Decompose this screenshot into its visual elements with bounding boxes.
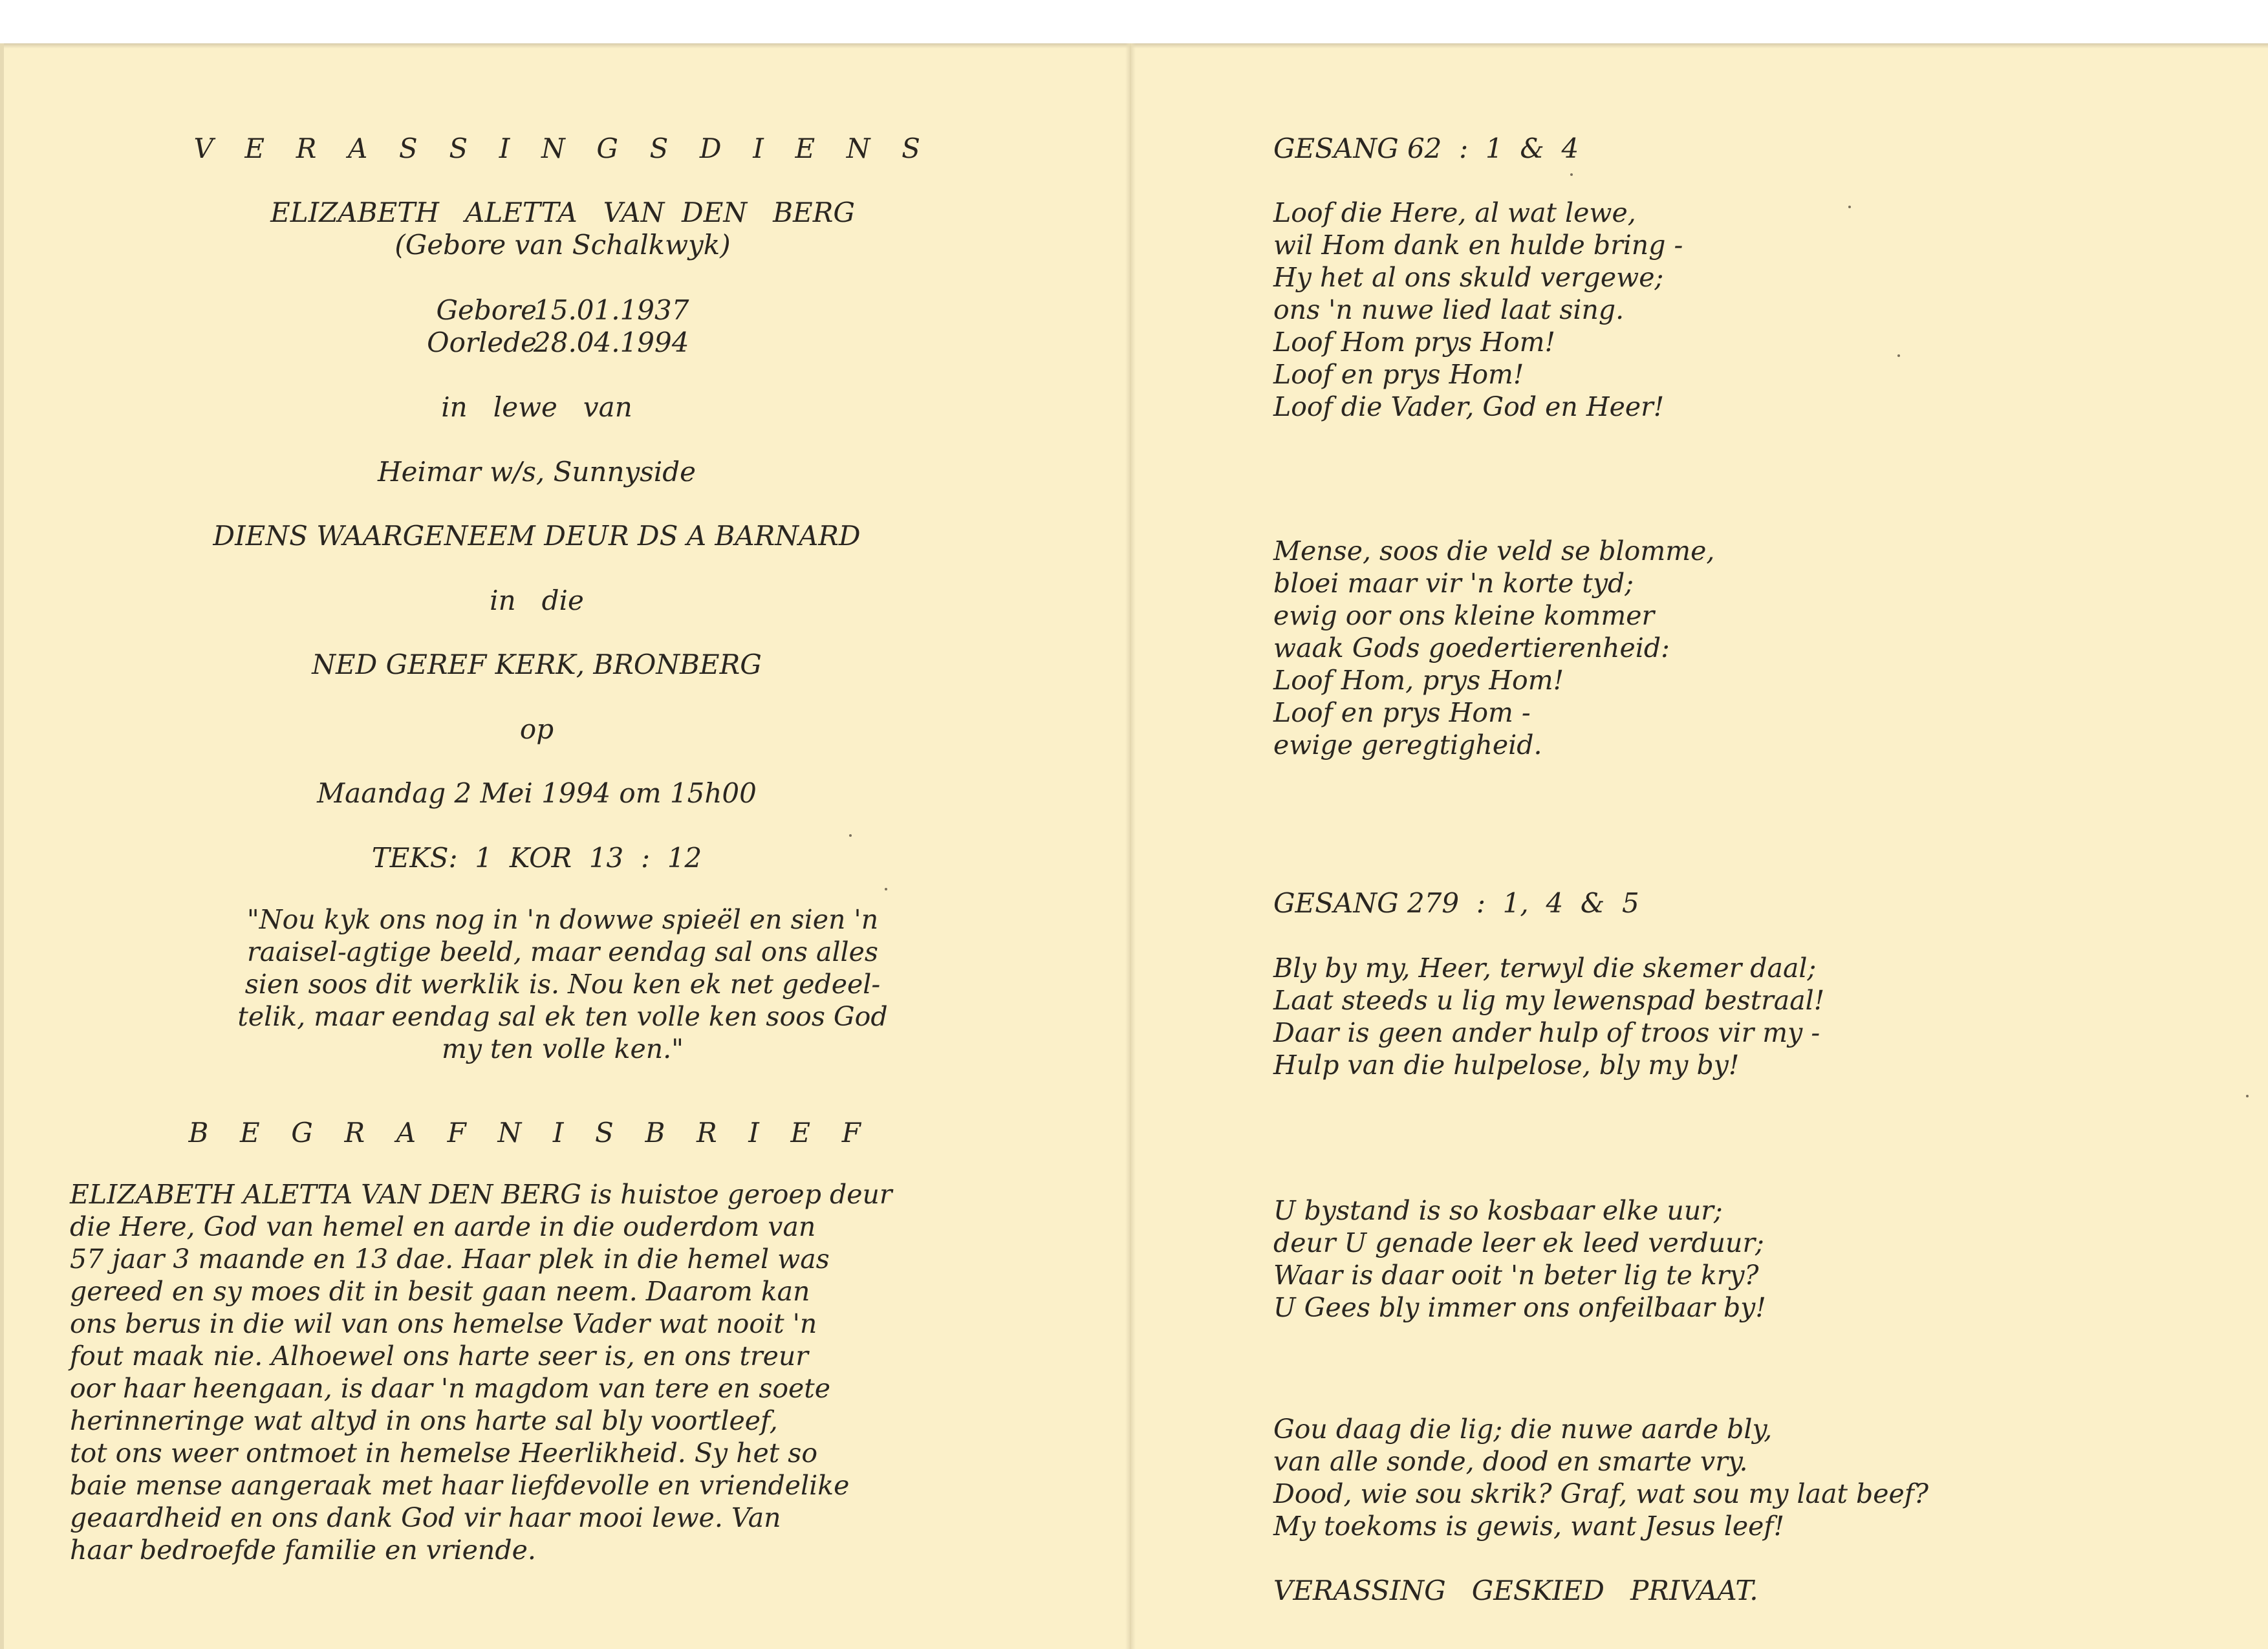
- verse-line: waak Gods goedertierenheid:: [1273, 632, 1670, 663]
- verse-line: ewig oor ons kleine kommer: [1273, 600, 1655, 631]
- born-date: 15.01.1937: [534, 294, 689, 326]
- paper-speck: [1570, 173, 1573, 176]
- center-fold: [1125, 43, 1136, 1649]
- verse-line: Gou daag die lig; die nuwe aarde bly,: [1273, 1414, 1773, 1445]
- service-conducted-by: DIENS WAARGENEEM DEUR DS A BARNARD: [213, 520, 861, 552]
- hymn-62-verse-1: [1273, 197, 2179, 423]
- verse-line: bloei maar vir 'n korte tyd;: [1273, 568, 1634, 599]
- letter-line: fout maak nie. Alhoewel ons harte seer is, en ons treur: [70, 1341, 808, 1372]
- hymn-279-verse-2: [1273, 1194, 2179, 1324]
- right-panel: [1136, 43, 2268, 1649]
- letter-line: haar bedroefde familie en vriende.: [70, 1535, 536, 1566]
- verse-line: Loof Hom, prys Hom!: [1273, 665, 1564, 696]
- service-heading: V E R A S S I N G S D I E N S: [193, 133, 932, 164]
- verse-line: Bly by my, Heer, terwyl die skemer daal;: [1273, 953, 1817, 984]
- died-label: Oorlede: [427, 327, 537, 358]
- paper-speck: [2246, 1095, 2249, 1097]
- residence: Heimar w/s, Sunnyside: [378, 456, 696, 488]
- church-name: NED GEREF KERK, BRONBERG: [312, 649, 762, 680]
- quote-line: telik, maar eendag sal ek ten volle ken soos God: [237, 1001, 888, 1032]
- verse-line: ons 'n nuwe lied laat sing.: [1273, 294, 1625, 325]
- verse-line: U bystand is so kosbaar elke uur;: [1273, 1195, 1723, 1226]
- verse-line: Mense, soos die veld se blomme,: [1273, 535, 1715, 566]
- verse-line: Laat steeds u lig my lewenspad bestraal!: [1273, 985, 1825, 1016]
- verse-line: Hy het al ons skuld vergewe;: [1273, 262, 1664, 293]
- paper-speck: [1897, 354, 1900, 357]
- verse-line: Loof die Here, al wat lewe,: [1273, 197, 1636, 228]
- paper-speck: [1848, 206, 1851, 208]
- left-panel: [0, 43, 1125, 1649]
- hymn-279-title: GESANG 279 : 1, 4 & 5: [1273, 887, 1639, 919]
- in-the: in die: [490, 585, 584, 616]
- letter-line: geaardheid en ons dank God vir haar mooi lewe. Van: [70, 1502, 781, 1533]
- verse-line: Daar is geen ander hulp of troos vir my -: [1273, 1017, 1820, 1048]
- deceased-name: ELIZABETH ALETTA VAN DEN BERG: [270, 197, 855, 228]
- letter-line: gereed en sy moes dit in besit gaan neem. Daarom kan: [70, 1276, 810, 1307]
- letter-line: 57 jaar 3 maande en 13 dae. Haar plek in die hemel was: [70, 1244, 830, 1275]
- quote-line: "Nou kyk ons nog in 'n dowwe spieël en sien 'n: [246, 904, 879, 935]
- verse-line: van alle sonde, dood en smarte vry.: [1273, 1446, 1748, 1477]
- born-label: Gebore: [436, 294, 537, 326]
- verse-line: ewige geregtigheid.: [1273, 729, 1542, 760]
- letter-line: die Here, God van hemel en aarde in die ouderdom van: [70, 1211, 816, 1242]
- verse-line: Loof en prys Hom -: [1273, 697, 1531, 728]
- in-life-of: in lewe van: [441, 391, 632, 423]
- letter-heading: B E G R A F N I S B R I E F: [188, 1117, 872, 1148]
- paper-speck: [885, 888, 887, 890]
- on-label: op: [519, 713, 554, 745]
- letter-line: ons berus in die wil van ons hemelse Vader wat nooit 'n: [70, 1308, 817, 1339]
- scripture-reference: TEKS: 1 KOR 13 : 12: [371, 842, 702, 874]
- service-date-time: Maandag 2 Mei 1994 om 15h00: [317, 777, 757, 809]
- verse-line: Waar is daar ooit 'n beter lig te kry?: [1273, 1260, 1759, 1291]
- verse-line: Loof en prys Hom!: [1273, 359, 1524, 390]
- letter-line: baie mense aangeraak met haar liefdevolle en vriendelike: [70, 1470, 850, 1501]
- private-cremation-note: VERASSING GESKIED PRIVAAT.: [1273, 1575, 1758, 1606]
- verse-line: U Gees bly immer ons onfeilbaar by!: [1273, 1292, 1766, 1323]
- verse-line: Loof Hom prys Hom!: [1273, 327, 1556, 358]
- letter-line: oor haar heengaan, is daar 'n magdom van tere en soete: [70, 1373, 831, 1404]
- hymn-62-title: GESANG 62 : 1 & 4: [1273, 133, 1579, 164]
- quote-line: sien soos dit werklik is. Nou ken ek net gedeel-: [244, 969, 881, 1000]
- hymn-279-verse-1: [1273, 952, 2179, 1081]
- quote-line: raaisel-agtige beeld, maar eendag sal ons alles: [247, 936, 878, 967]
- letter-line: ELIZABETH ALETTA VAN DEN BERG is huistoe geroep deur: [70, 1179, 892, 1210]
- verse-line: Hulp van die hulpelose, bly my by!: [1273, 1050, 1740, 1081]
- paper-speck: [849, 834, 852, 837]
- letter-line: tot ons weer ontmoet in hemelse Heerlikheid. Sy het so: [70, 1438, 818, 1469]
- quote-line: my ten volle ken.": [441, 1033, 684, 1064]
- verse-line: My toekoms is gewis, want Jesus leef!: [1273, 1511, 1785, 1542]
- maiden-name: (Gebore van Schalkwyk): [394, 229, 731, 261]
- died-date: 28.04.1994: [534, 327, 689, 358]
- verse-line: Dood, wie sou skrik? Graf, wat sou my laat beef?: [1273, 1478, 1928, 1509]
- hymn-279-verse-3: [1273, 1413, 2179, 1542]
- hymn-62-verse-2: [1273, 535, 2179, 761]
- verse-line: deur U genade leer ek leed verduur;: [1273, 1227, 1764, 1258]
- scripture-quote: [39, 903, 1086, 1065]
- verse-line: Loof die Vader, God en Heer!: [1273, 391, 1665, 422]
- verse-line: wil Hom dank en hulde bring -: [1273, 230, 1683, 261]
- funeral-letter: [70, 1178, 1040, 1566]
- letter-line: herinneringe wat altyd in ons harte sal bly voortleef,: [70, 1405, 778, 1436]
